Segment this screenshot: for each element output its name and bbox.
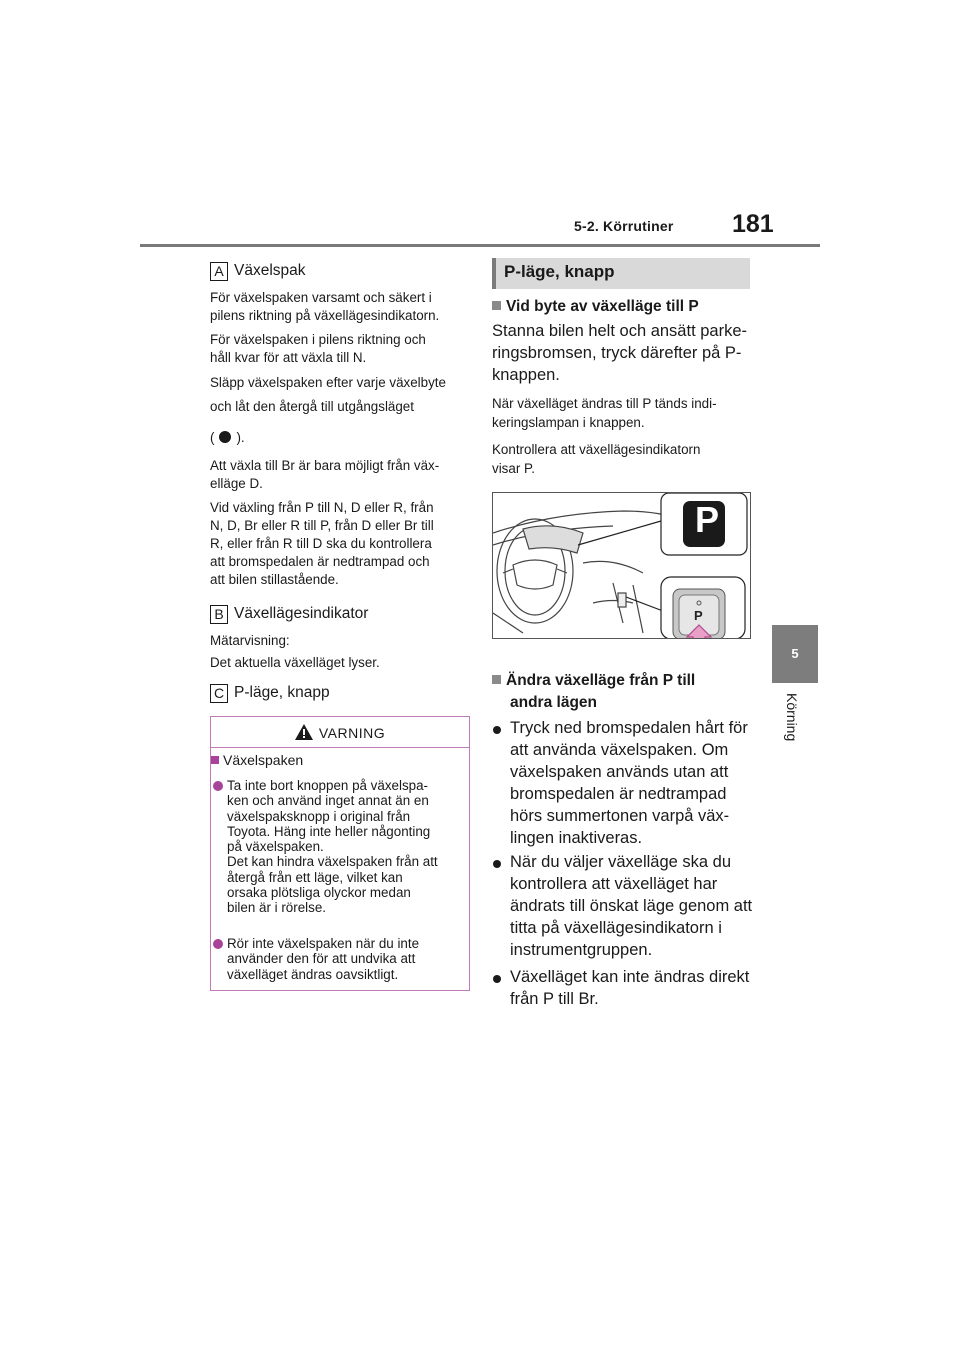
bullet-line: lingen inaktiveras. bbox=[510, 829, 643, 847]
warning-bullet-icon bbox=[213, 939, 223, 949]
bullet-line: Tryck ned bromspedalen hårt för bbox=[510, 719, 748, 737]
p-mode-section-bar bbox=[492, 258, 750, 289]
subheading-1 bbox=[492, 298, 699, 316]
item-a-paren bbox=[210, 429, 245, 447]
p-button-glyph: P bbox=[694, 608, 703, 623]
body-line: ringsbromsen, tryck därefter på P- bbox=[492, 344, 742, 362]
section-title: 5-2. Körrutiner bbox=[574, 218, 674, 234]
chapter-label: Körning bbox=[784, 693, 800, 742]
item-a-line: pilens riktning på växellägesindikatorn. bbox=[210, 308, 440, 323]
small-line: Kontrollera att växellägesindikatorn bbox=[492, 442, 701, 457]
item-c-badge: C bbox=[210, 684, 228, 703]
p-mode-section-title: P-läge, knapp bbox=[504, 262, 615, 281]
small-line: keringslampan i knappen. bbox=[492, 415, 645, 430]
warning-title-text: VARNING bbox=[318, 725, 386, 741]
bullet-icon bbox=[493, 860, 501, 868]
item-a-badge: A bbox=[210, 262, 228, 281]
section-bar-edge bbox=[492, 258, 496, 289]
item-a-line: och låt den återgå till utgångsläget bbox=[210, 399, 414, 414]
chapter-label-wrap bbox=[784, 693, 804, 773]
header-rule bbox=[140, 244, 820, 247]
bullet-line: ändrats till önskat läge genom att bbox=[510, 897, 753, 915]
p-display-glyph: P bbox=[695, 499, 720, 540]
warning-line: Ta inte bort knoppen på växelspa- bbox=[227, 778, 428, 793]
bullet-line: kontrollera att växelläget har bbox=[510, 875, 718, 893]
warning-line: återgå från ett läge, vilket kan bbox=[227, 869, 403, 885]
home-position-dot-icon bbox=[219, 431, 231, 443]
item-a-line: N, D, Br eller R till P, från D eller Br till bbox=[210, 518, 434, 533]
item-b-title: Växellägesindikator bbox=[234, 605, 369, 622]
warning-line: ken och använd inget annat än en bbox=[227, 793, 429, 809]
warning-line: på växelspaken. bbox=[227, 839, 324, 855]
subheading-2 bbox=[492, 670, 695, 714]
warning-line: Rör inte växelspaken när du inte bbox=[227, 936, 420, 951]
body-1 bbox=[492, 320, 747, 386]
warning-header bbox=[211, 717, 469, 748]
bullet-icon bbox=[493, 975, 501, 983]
warning-box bbox=[210, 716, 470, 991]
bullet-line: Växelläget kan inte ändras direkt bbox=[510, 968, 750, 986]
square-bullet-icon bbox=[492, 301, 501, 310]
item-b-badge: B bbox=[210, 605, 228, 624]
item-b-line: Det aktuella växelläget lyser. bbox=[210, 655, 380, 670]
warning-line: växelläget ändras oavsiktligt. bbox=[227, 966, 399, 982]
warning-bullet-icon bbox=[213, 781, 223, 791]
bullet-line: hörs summertonen varpå väx- bbox=[510, 807, 730, 825]
page-number: 181 bbox=[732, 210, 774, 238]
item-b-line: Mätarvisning: bbox=[210, 633, 290, 648]
item-a-line: Vid växling från P till N, D eller R, från bbox=[210, 500, 434, 515]
item-a-line: För växelspaken varsamt och säkert i bbox=[210, 290, 432, 305]
bullet-line: När du väljer växelläge ska du bbox=[510, 853, 732, 871]
warning-line: använder den för att undvika att bbox=[227, 951, 416, 967]
subheading-2-line: Ändra växelläge från P till bbox=[506, 672, 696, 689]
bullet-icon bbox=[493, 726, 501, 734]
square-bullet-icon bbox=[211, 756, 219, 764]
item-a-line: håll kvar för att växla till N. bbox=[210, 350, 367, 365]
bullet-3 bbox=[510, 966, 749, 1010]
item-a-line: Släpp växelspaken efter varje växelbyte bbox=[210, 375, 446, 390]
paren-close: ). bbox=[236, 430, 245, 445]
bullet-line: bromspedalen är nedtrampad bbox=[510, 785, 727, 803]
body-line: knappen. bbox=[492, 366, 560, 384]
small-1 bbox=[492, 394, 717, 432]
small-line: När växelläget ändras till P tänds indi- bbox=[492, 396, 717, 411]
warning-line: bilen är i rörelse. bbox=[227, 900, 326, 916]
warning-subtitle-row bbox=[211, 752, 303, 768]
bullet-line: att använda växelspaken. Om bbox=[510, 741, 729, 759]
chapter-tab: 5 bbox=[772, 625, 818, 683]
bullet-line: från P till Br. bbox=[510, 990, 599, 1008]
bullet-1 bbox=[510, 717, 748, 849]
warning-subtitle: Växelspaken bbox=[223, 752, 304, 768]
square-bullet-icon bbox=[492, 675, 501, 684]
item-b-heading bbox=[210, 605, 368, 624]
bullet-2 bbox=[510, 851, 752, 961]
paren-open: ( bbox=[210, 430, 215, 445]
item-a-line: att bilen stillastående. bbox=[210, 572, 339, 587]
subheading-2-line: andra lägen bbox=[510, 694, 597, 711]
small-2 bbox=[492, 440, 700, 478]
item-a-line: För växelspaken i pilens riktning och bbox=[210, 332, 426, 347]
bullet-line: titta på växellägesindikatorn i bbox=[510, 919, 722, 937]
warning-line: orsaka plötsliga olyckor medan bbox=[227, 885, 411, 901]
small-line: visar P. bbox=[492, 461, 535, 476]
item-a-line: R, eller från R till D ska du kontrollera bbox=[210, 536, 432, 551]
warning-bullet-1 bbox=[227, 778, 467, 916]
bullet-line: instrumentgruppen. bbox=[510, 941, 653, 959]
item-c-title: P-läge, knapp bbox=[234, 684, 330, 701]
warning-title bbox=[295, 725, 385, 741]
item-a-heading bbox=[210, 262, 306, 281]
item-c-heading bbox=[210, 684, 330, 703]
subheading-1-text: Vid byte av växelläge till P bbox=[506, 298, 699, 315]
warning-triangle-icon bbox=[295, 724, 313, 740]
item-a-line: elläge D. bbox=[210, 476, 263, 491]
dashboard-illustration bbox=[492, 492, 751, 639]
warning-line: Toyota. Häng inte heller någonting bbox=[227, 823, 431, 839]
item-a-line: Att växla till Br är bara möjligt från väx- bbox=[210, 458, 440, 473]
warning-bullet-2 bbox=[227, 936, 467, 982]
item-a-title: Växelspak bbox=[234, 262, 306, 279]
body-line: Stanna bilen helt och ansätt parke- bbox=[492, 322, 748, 340]
item-a-line: att bromspedalen är nedtrampad och bbox=[210, 554, 430, 569]
bullet-line: växelspaken används utan att bbox=[510, 763, 729, 781]
warning-line: växelspaksknopp i original från bbox=[227, 808, 411, 824]
warning-line: Det kan hindra växelspaken från att bbox=[227, 854, 438, 870]
